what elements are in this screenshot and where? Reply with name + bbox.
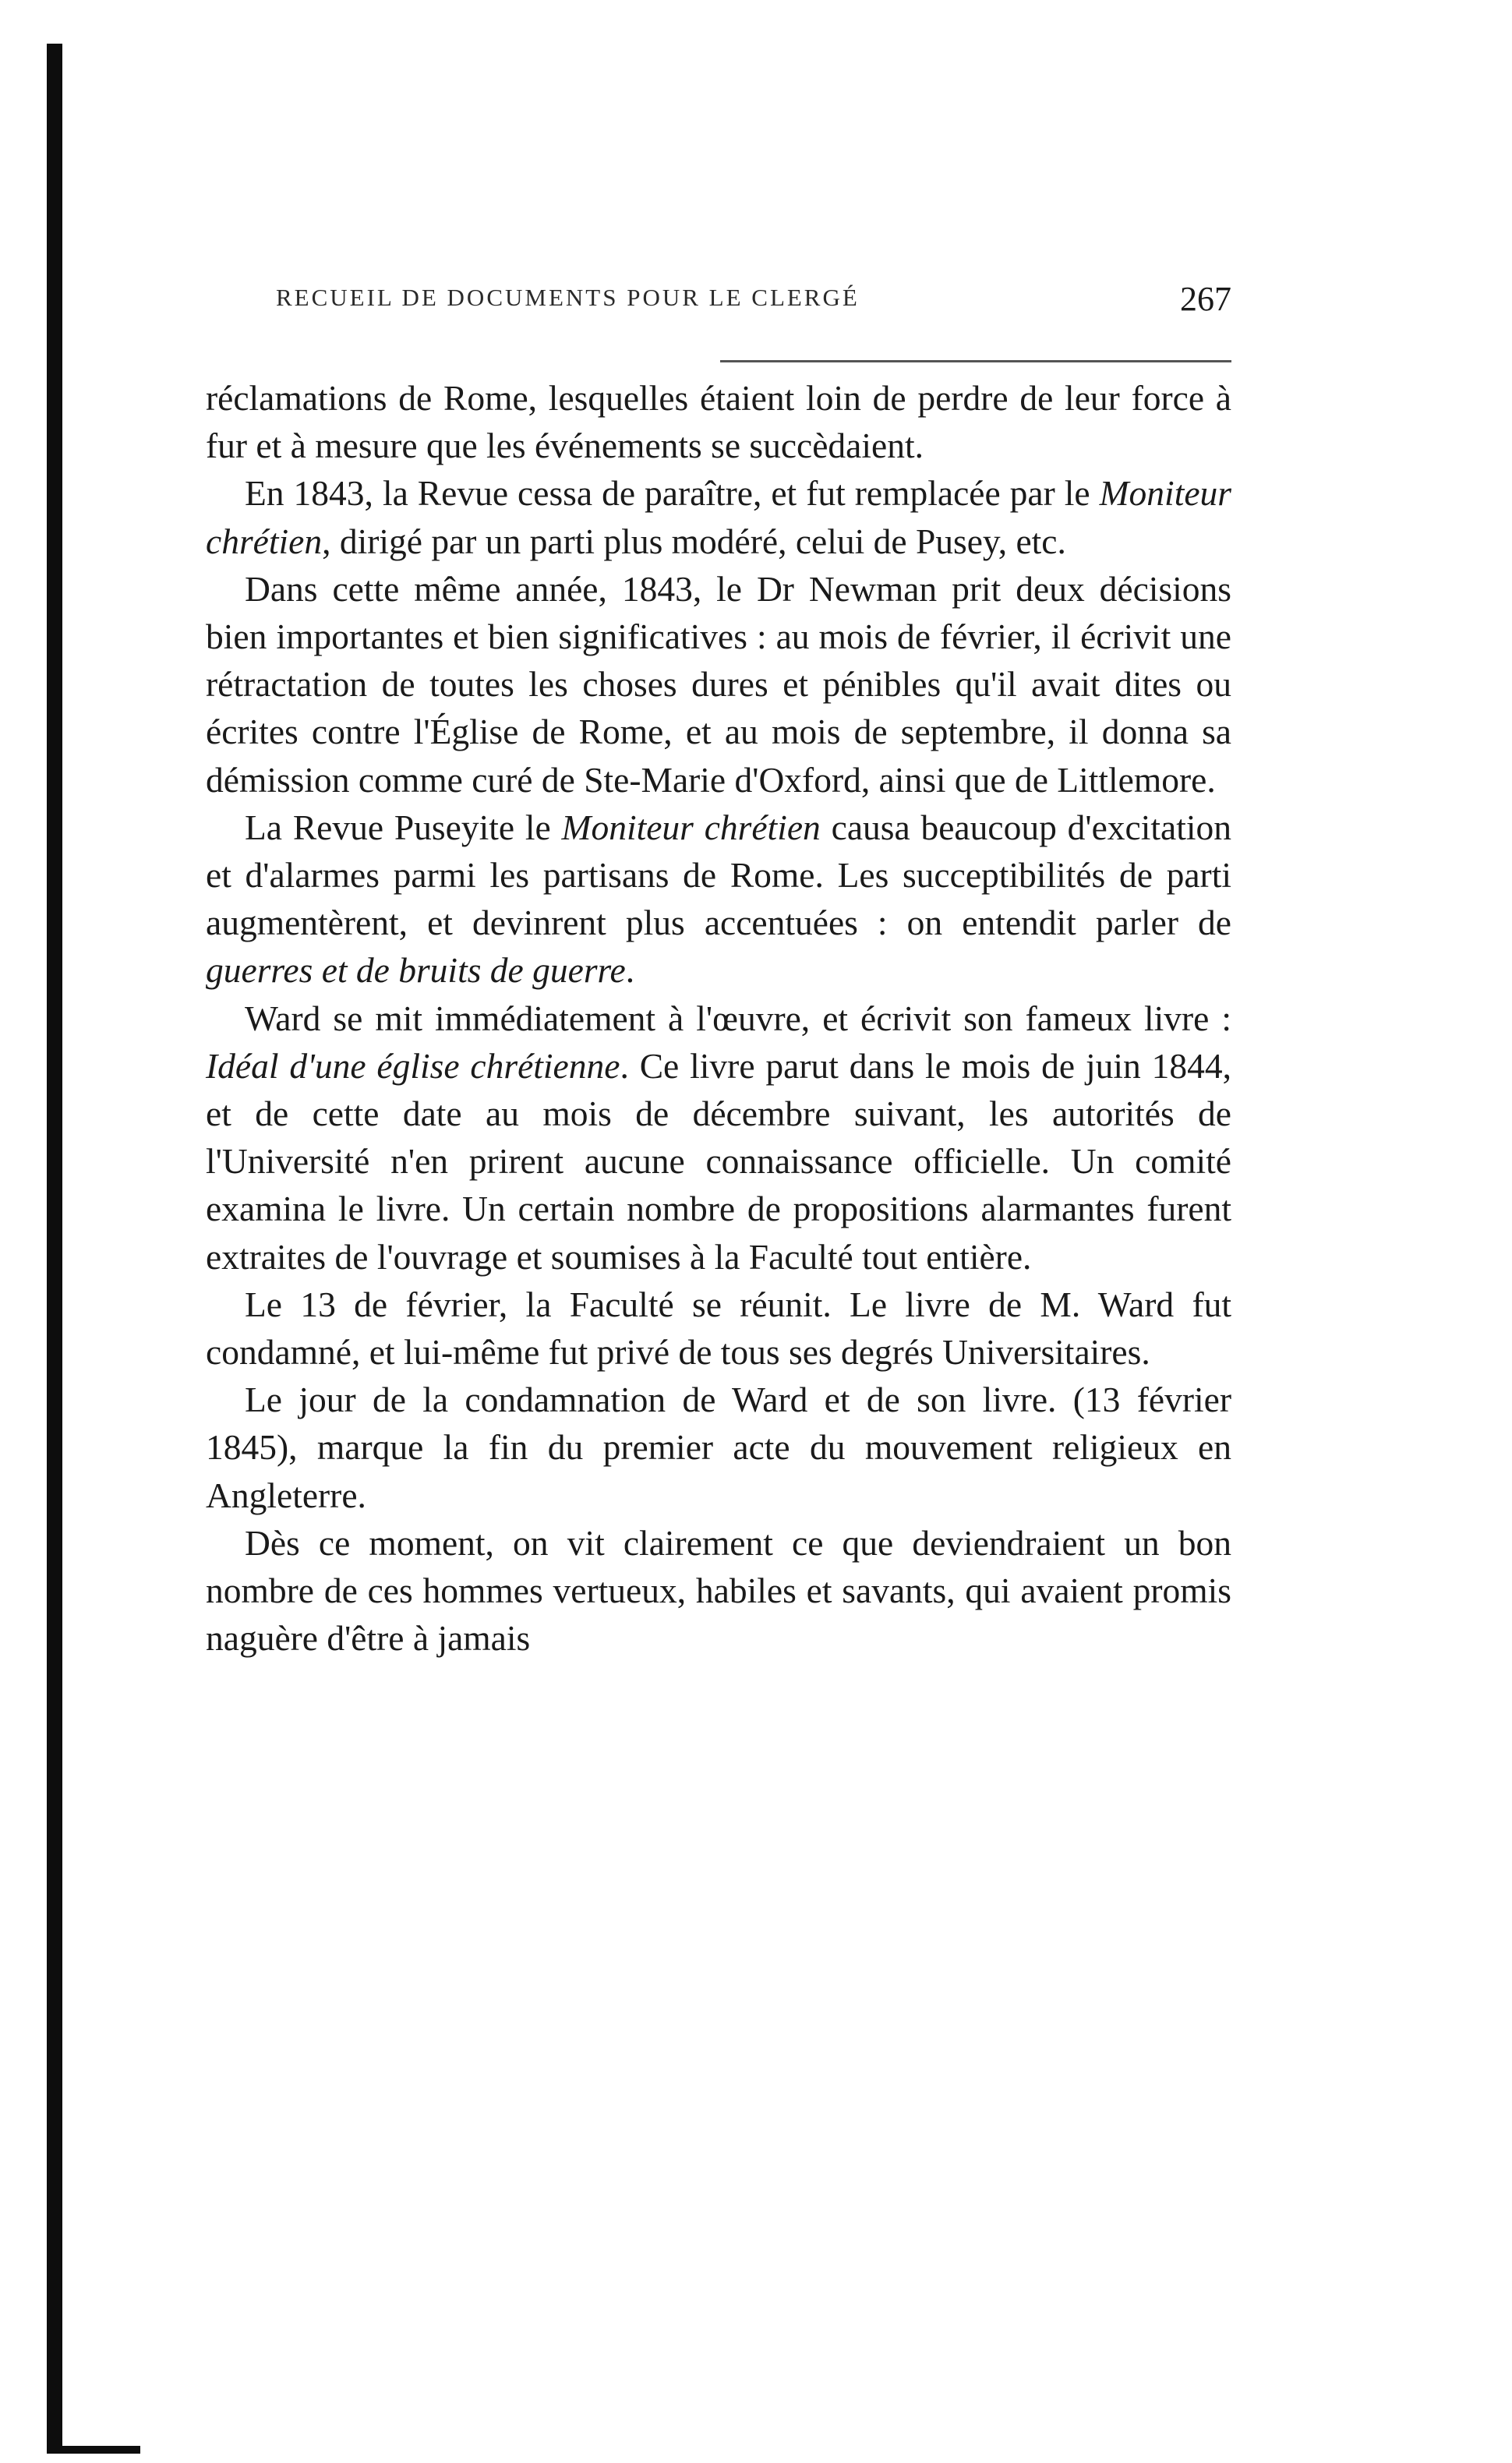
paragraph-6: Le 13 de février, la Faculté se réunit. Le livre de M. Ward fut condamné, et lui-même fut privé de tous ses degrés Universitaires. xyxy=(206,1284,1231,1373)
book-spine-shadow xyxy=(47,44,62,2452)
paragraph-2: En 1843, la Revue cessa de paraître, et fut remplacée par le Moniteur chrétien, dirigé par un parti plus modéré, celui de Pusey, etc. xyxy=(206,473,1231,561)
paragraph-7: Le jour de la condamnation de Ward et de son livre. (13 février 1845), marque la fin du premier acte du mouvement religieux en Angleterre. xyxy=(206,1380,1231,1515)
italic-title: Moniteur chrétien xyxy=(561,807,821,847)
page-number: 267 xyxy=(1180,280,1231,318)
italic-title: Moniteur chrétien xyxy=(206,473,1231,561)
paragraph-4: La Revue Puseyite le Moniteur chrétien causa beaucoup d'excitation et d'alarmes parmi les partisans de Rome. Les succeptibilités de parti augmentèrent, et devinrent plus accentuées : on entendit parler de guerres et de bruits de guerre. xyxy=(206,807,1231,991)
running-title: RECUEIL DE DOCUMENTS POUR LE CLERGÉ xyxy=(276,284,860,311)
book-spine-foot xyxy=(47,2446,140,2454)
body-text xyxy=(206,374,1231,1662)
running-head xyxy=(206,279,1231,326)
book-page xyxy=(206,279,1231,1662)
italic-title: Idéal d'une église chrétienne xyxy=(206,1045,620,1086)
paragraph-8: Dès ce moment, on vit clairement ce que deviendraient un bon nombre de ces hommes vertueux, habiles et savants, qui avaient promis naguère d'être à jamais xyxy=(206,1522,1231,1659)
header-rule xyxy=(720,360,1231,362)
paragraph-3: Dans cette même année, 1843, le Dr Newman prit deux décisions bien importantes et bien significatives : au mois de février, il écrivit une rétractation de toutes les choses dures et pénibles qu'il avait dites ou écrites contre l'Église de Rome, et au mois de septembre, il donna sa démission comme curé de Ste-Marie d'Oxford, ainsi que de Littlemore. xyxy=(206,568,1231,800)
paragraph-5: Ward se mit immédiatement à l'œuvre, et écrivit son fameux livre : Idéal d'une église chrétienne. Ce livre parut dans le mois de juin 1844, et de cette date au mois de décembre suivant, les autorités de l'Université n'en prirent aucune connaissance officielle. Un comité examina le livre. Un certain nombre de propositions alarmantes furent extraites de l'ouvrage et soumises à la Faculté tout entière. xyxy=(206,998,1231,1277)
paragraph-1: réclamations de Rome, lesquelles étaient loin de perdre de leur force à fur et à mesure que les événements se succèdaient. xyxy=(206,378,1231,466)
italic-phrase: guerres et de bruits de guerre xyxy=(206,950,626,991)
